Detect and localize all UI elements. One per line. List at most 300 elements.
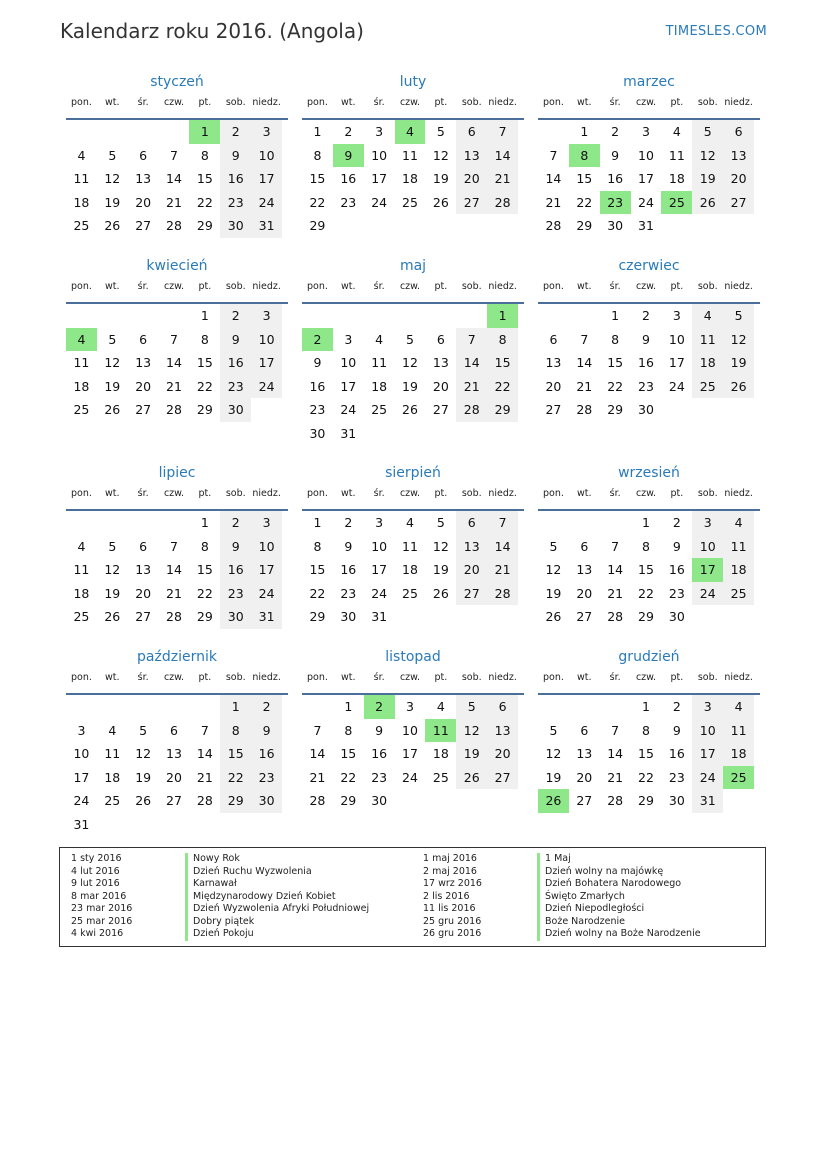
- weekday-label: czw.: [399, 97, 421, 108]
- empty-cell: [128, 511, 159, 535]
- day-cell: 28: [576, 402, 593, 417]
- day-cell: 22: [607, 378, 624, 394]
- day-cell: 14: [456, 351, 487, 375]
- day-cell: 20: [576, 585, 593, 601]
- day-cell: 9: [611, 147, 620, 163]
- day-cell: 5: [139, 722, 148, 738]
- day-cell: 10: [251, 535, 282, 559]
- weekday-label: śr.: [137, 281, 149, 292]
- day-cell: 18: [73, 378, 90, 394]
- weekday-label: śr.: [609, 488, 621, 499]
- legend-date: 4 lut 2016: [71, 865, 120, 877]
- day-cell: 22: [638, 769, 654, 785]
- day-cell: 30: [220, 214, 251, 238]
- day-cell: 22: [309, 194, 326, 210]
- day-cell: 25: [73, 609, 90, 624]
- day-cell: 7: [611, 722, 620, 738]
- day-cell: 13: [723, 144, 754, 168]
- day-cell: 23: [220, 582, 251, 606]
- day-cell: 19: [545, 585, 562, 601]
- empty-cell: [538, 304, 569, 328]
- day-cell: 7: [200, 722, 209, 738]
- day-cell: 28: [166, 402, 182, 417]
- day-cell: 6: [456, 120, 487, 144]
- day-cell: 27: [166, 793, 182, 808]
- day-cell: 1: [642, 699, 650, 714]
- day-cell: 25: [692, 375, 723, 399]
- day-cell: 22: [196, 194, 213, 210]
- month-block: [302, 463, 524, 629]
- weekday-header: [538, 278, 760, 304]
- legend-date: 9 lut 2016: [71, 878, 120, 889]
- day-cell: 28: [166, 218, 182, 233]
- legend-date: 2 maj 2016: [423, 865, 477, 877]
- legend-holiday-name: Dzień Wyzwolenia Afryki Południowej: [185, 903, 369, 916]
- weekday-label: niedz.: [252, 97, 281, 108]
- day-cell: 29: [487, 398, 518, 422]
- day-cell: 20: [456, 167, 487, 191]
- day-cell: 6: [723, 120, 754, 144]
- holiday-legend: [59, 847, 766, 947]
- empty-cell: [189, 695, 220, 719]
- day-cell: 19: [432, 562, 449, 577]
- day-cell: 20: [456, 558, 487, 582]
- weekday-label: wt.: [341, 281, 356, 292]
- month-block: [302, 647, 524, 813]
- day-cell: 26: [692, 191, 723, 215]
- day-cell: 30: [340, 609, 357, 624]
- weekday-header: [66, 94, 288, 120]
- month-name: luty: [399, 74, 427, 90]
- day-cell: 15: [340, 746, 357, 761]
- day-cell: 14: [196, 746, 213, 761]
- day-cell: 9: [672, 722, 681, 738]
- empty-cell: [569, 511, 600, 535]
- month-block: [66, 647, 288, 836]
- day-cell: 1: [580, 124, 589, 139]
- day-cell: 21: [487, 558, 518, 582]
- day-cell: 22: [638, 585, 654, 601]
- day-cell: 19: [456, 742, 487, 766]
- weekday-label: śr.: [609, 672, 621, 683]
- day-cell: 9: [220, 535, 251, 559]
- day-cell: 4: [692, 304, 723, 328]
- legend-date: 26 gru 2016: [423, 928, 482, 939]
- day-cell: 21: [545, 194, 562, 210]
- weekday-label: wt.: [577, 281, 592, 292]
- day-cell: 28: [196, 793, 213, 808]
- weekday-label: śr.: [373, 97, 385, 108]
- day-cell: 3: [251, 511, 282, 535]
- day-cell: 5: [108, 147, 117, 163]
- empty-cell: [66, 695, 97, 719]
- day-cell: 14: [309, 746, 326, 761]
- weekday-label: sob.: [697, 281, 718, 292]
- day-cell: 6: [139, 147, 148, 163]
- weekday-label: pon.: [70, 488, 92, 499]
- day-cell: 1: [313, 124, 322, 139]
- day-cell: 5: [692, 120, 723, 144]
- day-cell: 8: [200, 331, 209, 347]
- day-cell: 4: [672, 124, 681, 139]
- day-grid: [66, 120, 288, 238]
- weekday-label: pon.: [70, 97, 92, 108]
- day-cell: 13: [166, 746, 182, 761]
- weekday-label: sob.: [697, 672, 718, 683]
- weekday-label: pt.: [434, 488, 448, 499]
- weekday-label: czw.: [399, 672, 421, 683]
- holiday-day: 25: [661, 191, 692, 215]
- day-cell: 24: [340, 402, 357, 417]
- page-title: Kalendarz roku 2016. (Angola): [60, 19, 364, 43]
- day-cell: 6: [139, 331, 148, 347]
- day-cell: 15: [638, 562, 654, 577]
- day-cell: 8: [642, 722, 650, 738]
- day-cell: 25: [73, 402, 90, 417]
- weekday-label: pt.: [434, 281, 448, 292]
- weekday-label: wt.: [105, 672, 120, 683]
- day-cell: 6: [170, 722, 178, 738]
- day-cell: 23: [371, 769, 388, 785]
- weekday-label: czw.: [163, 281, 185, 292]
- day-cell: 15: [196, 562, 213, 577]
- weekday-label: pt.: [670, 97, 684, 108]
- day-cell: 11: [692, 328, 723, 352]
- day-cell: 24: [251, 375, 282, 399]
- day-cell: 14: [166, 562, 182, 577]
- holiday-day: 1: [189, 120, 220, 144]
- legend-date: 23 mar 2016: [71, 903, 133, 914]
- day-cell: 23: [638, 378, 654, 394]
- legend-holiday-name: Dobry piątek: [185, 916, 254, 929]
- weekday-label: śr.: [609, 97, 621, 108]
- day-cell: 19: [545, 769, 562, 785]
- day-cell: 27: [576, 609, 593, 624]
- day-cell: 3: [642, 124, 650, 139]
- day-cell: 29: [607, 402, 624, 417]
- day-cell: 31: [692, 789, 723, 813]
- day-cell: 2: [220, 304, 251, 328]
- empty-cell: [159, 120, 190, 144]
- day-cell: 9: [220, 144, 251, 168]
- day-cell: 15: [607, 355, 624, 370]
- day-cell: 3: [251, 120, 282, 144]
- day-cell: 15: [576, 171, 593, 186]
- month-block: [66, 72, 288, 238]
- day-cell: 29: [196, 218, 213, 233]
- day-cell: 25: [402, 585, 418, 601]
- day-cell: 19: [402, 378, 418, 394]
- day-grid: [538, 695, 760, 813]
- legend-date: 25 mar 2016: [71, 915, 133, 927]
- weekday-label: pon.: [306, 281, 328, 292]
- day-cell: 14: [607, 746, 624, 761]
- month-name: listopad: [385, 649, 441, 665]
- day-cell: 10: [668, 331, 685, 347]
- day-cell: 4: [723, 695, 754, 719]
- weekday-header: [66, 669, 288, 695]
- weekday-label: sob.: [225, 281, 246, 292]
- day-cell: 10: [692, 535, 723, 559]
- day-cell: 3: [251, 304, 282, 328]
- holiday-day: 26: [538, 789, 569, 813]
- empty-cell: [97, 120, 128, 144]
- day-cell: 9: [313, 355, 322, 370]
- day-cell: 12: [692, 144, 723, 168]
- day-cell: 22: [576, 194, 593, 210]
- day-cell: 3: [77, 722, 86, 738]
- month-block: [538, 256, 760, 422]
- weekday-label: sob.: [461, 97, 482, 108]
- weekday-label: czw.: [163, 488, 185, 499]
- legend-holiday-name: Dzień Niepodległości: [537, 903, 644, 916]
- empty-cell: [128, 304, 159, 328]
- day-cell: 17: [692, 742, 723, 766]
- weekday-label: niedz.: [252, 672, 281, 683]
- day-cell: 4: [436, 699, 445, 714]
- empty-cell: [600, 511, 631, 535]
- day-cell: 19: [135, 769, 152, 785]
- day-cell: 13: [432, 355, 449, 370]
- day-cell: 22: [220, 766, 251, 790]
- holiday-day: 17: [692, 558, 723, 582]
- holiday-day: 4: [395, 120, 426, 144]
- day-cell: 9: [375, 722, 384, 738]
- day-cell: 15: [638, 746, 654, 761]
- day-cell: 17: [638, 171, 654, 186]
- day-cell: 31: [371, 609, 388, 624]
- day-cell: 22: [196, 585, 213, 601]
- legend-row: [60, 878, 765, 891]
- day-cell: 17: [371, 171, 388, 186]
- legend-holiday-name: Międzynarodowy Dzień Kobiet: [185, 891, 336, 904]
- empty-cell: [600, 695, 631, 719]
- day-cell: 21: [607, 769, 624, 785]
- legend-holiday-name: Nowy Rok: [185, 853, 240, 866]
- empty-cell: [128, 120, 159, 144]
- day-cell: 9: [642, 331, 650, 347]
- month-block: [538, 463, 760, 629]
- day-cell: 4: [375, 331, 384, 347]
- day-cell: 17: [340, 378, 357, 394]
- day-cell: 13: [456, 535, 487, 559]
- empty-cell: [97, 695, 128, 719]
- day-cell: 18: [668, 171, 685, 186]
- day-cell: 19: [432, 171, 449, 186]
- weekday-label: czw.: [163, 97, 185, 108]
- day-cell: 8: [313, 147, 322, 163]
- legend-date: 25 gru 2016: [423, 915, 482, 927]
- day-cell: 26: [402, 402, 418, 417]
- holiday-day: 4: [66, 328, 97, 352]
- day-cell: 7: [487, 120, 518, 144]
- day-cell: 9: [220, 328, 251, 352]
- day-cell: 8: [313, 538, 322, 554]
- month-name: sierpień: [385, 465, 441, 481]
- day-cell: 11: [723, 535, 754, 559]
- day-cell: 16: [668, 562, 685, 577]
- holiday-day: 2: [302, 328, 333, 352]
- day-cell: 20: [487, 742, 518, 766]
- day-cell: 15: [487, 351, 518, 375]
- day-cell: 1: [611, 308, 620, 323]
- weekday-label: wt.: [577, 672, 592, 683]
- day-cell: 10: [371, 147, 388, 163]
- weekday-header: [302, 669, 524, 695]
- day-cell: 28: [456, 398, 487, 422]
- day-cell: 30: [309, 425, 326, 441]
- day-cell: 26: [432, 194, 449, 210]
- day-cell: 2: [344, 124, 353, 139]
- day-cell: 9: [672, 538, 681, 554]
- day-cell: 28: [309, 793, 326, 808]
- day-cell: 8: [220, 719, 251, 743]
- weekday-label: pt.: [670, 488, 684, 499]
- weekday-label: pon.: [542, 488, 564, 499]
- day-cell: 30: [371, 793, 388, 808]
- day-cell: 21: [166, 585, 182, 601]
- day-cell: 20: [723, 167, 754, 191]
- day-cell: 4: [77, 147, 86, 163]
- day-cell: 18: [371, 378, 388, 394]
- weekday-header: [538, 94, 760, 120]
- day-cell: 21: [487, 167, 518, 191]
- empty-cell: [302, 304, 333, 328]
- weekday-label: pon.: [542, 672, 564, 683]
- legend-holiday-name: 1 Maj: [537, 853, 571, 866]
- weekday-label: czw.: [635, 488, 657, 499]
- weekday-label: pt.: [670, 672, 684, 683]
- weekday-label: niedz.: [724, 97, 753, 108]
- weekday-header: [302, 94, 524, 120]
- day-cell: 14: [166, 355, 182, 370]
- day-cell: 12: [104, 562, 121, 577]
- day-grid: [538, 304, 760, 422]
- day-cell: 11: [73, 355, 90, 370]
- day-cell: 17: [371, 562, 388, 577]
- day-cell: 19: [723, 351, 754, 375]
- day-cell: 27: [456, 582, 487, 606]
- day-cell: 15: [196, 171, 213, 186]
- day-cell: 11: [723, 719, 754, 743]
- brand-link[interactable]: TIMESLES.COM: [665, 24, 767, 39]
- day-cell: 11: [371, 355, 388, 370]
- day-cell: 7: [549, 147, 558, 163]
- month-name: czerwiec: [618, 258, 680, 274]
- month-name: lipiec: [158, 465, 196, 481]
- legend-row: [60, 928, 765, 941]
- day-cell: 16: [340, 171, 357, 186]
- month-block: [302, 256, 524, 445]
- weekday-label: pon.: [542, 281, 564, 292]
- day-cell: 3: [672, 308, 681, 323]
- day-cell: 16: [220, 558, 251, 582]
- day-cell: 30: [668, 793, 685, 808]
- day-cell: 24: [251, 582, 282, 606]
- day-cell: 30: [251, 789, 282, 813]
- day-cell: 3: [406, 699, 414, 714]
- weekday-label: wt.: [105, 488, 120, 499]
- legend-holiday-name: Dzień Pokoju: [185, 928, 254, 941]
- weekday-label: czw.: [635, 281, 657, 292]
- day-cell: 12: [104, 171, 121, 186]
- day-cell: 6: [139, 538, 148, 554]
- day-cell: 8: [200, 538, 209, 554]
- day-cell: 2: [642, 308, 650, 323]
- weekday-label: niedz.: [724, 281, 753, 292]
- day-cell: 24: [668, 378, 685, 394]
- weekday-label: śr.: [137, 488, 149, 499]
- day-cell: 7: [487, 511, 518, 535]
- day-cell: 29: [638, 793, 654, 808]
- weekday-label: pon.: [70, 672, 92, 683]
- day-cell: 8: [611, 331, 620, 347]
- empty-cell: [538, 695, 569, 719]
- day-cell: 20: [576, 769, 593, 785]
- day-cell: 3: [344, 331, 353, 347]
- day-cell: 7: [170, 147, 178, 163]
- day-cell: 8: [487, 328, 518, 352]
- day-cell: 18: [402, 562, 418, 577]
- day-cell: 16: [220, 351, 251, 375]
- day-cell: 1: [344, 699, 353, 714]
- day-cell: 7: [456, 328, 487, 352]
- day-cell: 5: [108, 331, 117, 347]
- day-cell: 1: [313, 515, 322, 530]
- day-cell: 15: [309, 171, 326, 186]
- weekday-label: sob.: [225, 97, 246, 108]
- day-cell: 23: [340, 194, 357, 210]
- month-name: wrzesień: [618, 465, 680, 481]
- day-cell: 25: [73, 218, 90, 233]
- month-name: marzec: [623, 74, 675, 90]
- day-cell: 13: [576, 562, 593, 577]
- legend-date: 8 mar 2016: [71, 890, 127, 902]
- weekday-label: pt.: [198, 672, 212, 683]
- day-cell: 12: [545, 562, 562, 577]
- day-cell: 3: [692, 695, 723, 719]
- weekday-label: wt.: [577, 97, 592, 108]
- month-name: grudzień: [618, 649, 680, 665]
- day-cell: 12: [723, 328, 754, 352]
- empty-cell: [364, 304, 395, 328]
- day-cell: 28: [487, 191, 518, 215]
- day-cell: 14: [545, 171, 562, 186]
- weekday-label: czw.: [635, 672, 657, 683]
- day-cell: 6: [456, 511, 487, 535]
- weekday-label: pt.: [198, 97, 212, 108]
- weekday-label: niedz.: [252, 488, 281, 499]
- day-cell: 13: [576, 746, 593, 761]
- legend-date: 1 maj 2016: [423, 853, 477, 864]
- weekday-header: [538, 669, 760, 695]
- day-cell: 16: [668, 746, 685, 761]
- day-cell: 16: [340, 562, 357, 577]
- day-cell: 18: [723, 742, 754, 766]
- weekday-label: pt.: [198, 281, 212, 292]
- legend-row: [60, 916, 765, 929]
- day-cell: 4: [77, 538, 86, 554]
- day-cell: 20: [432, 378, 449, 394]
- legend-row: [60, 903, 765, 916]
- day-cell: 23: [309, 402, 326, 417]
- day-cell: 26: [104, 609, 121, 624]
- empty-cell: [97, 511, 128, 535]
- day-grid: [66, 304, 288, 422]
- day-cell: 16: [309, 378, 326, 394]
- day-cell: 24: [692, 582, 723, 606]
- day-cell: 10: [251, 144, 282, 168]
